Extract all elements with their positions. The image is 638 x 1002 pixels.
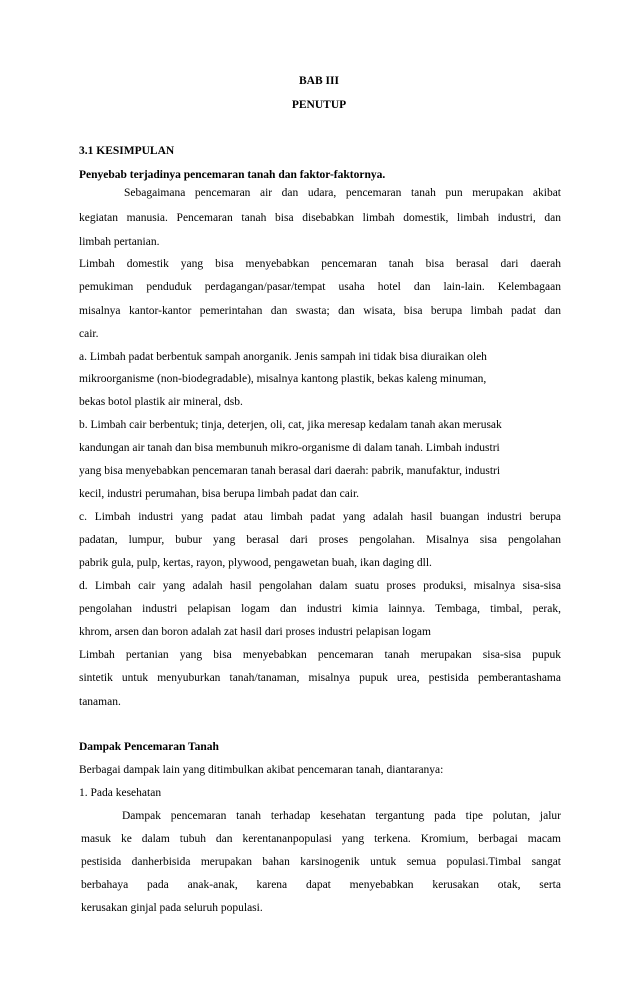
list-item-1: 1. Pada kesehatan bbox=[79, 787, 162, 799]
section-heading: 3.1 KESIMPULAN bbox=[79, 145, 175, 157]
paragraph-line: kecil, industri perumahan, bisa berupa limbah padat dan cair. bbox=[79, 488, 360, 500]
section-subheading: Penyebab terjadinya pencemaran tanah dan faktor-faktornya. bbox=[79, 169, 386, 181]
paragraph-line: yang bisa menyebabkan pencemaran tanah berasal dari daerah: pabrik, manufaktur, industri bbox=[79, 465, 501, 477]
list-item-d: d. Limbah cair yang adalah hasil pengolahan dalam suatu proses produksi, misalnya sisa-sisa bbox=[79, 580, 561, 592]
list-item-a: a. Limbah padat berbentuk sampah anorganik. Jenis sampah ini tidak bisa diuraikan oleh bbox=[79, 351, 487, 363]
paragraph-line: pengolahan industri pelapisan logam dan industri kimia lainnya. Tembaga, timbal, perak, bbox=[79, 603, 561, 615]
paragraph-line: kegiatan manusia. Pencemaran tanah bisa disebabkan limbah domestik, limbah industri, dan bbox=[79, 212, 561, 224]
list-item-c: c. Limbah industri yang padat atau limbah padat yang adalah hasil buangan industri berupa bbox=[79, 511, 561, 523]
list-item-b: b. Limbah cair berbentuk; tinja, deterjen, oli, cat, jika meresap kedalam tanah akan merusak bbox=[79, 419, 502, 431]
paragraph-line: pemukiman penduduk perdagangan/pasar/tempat usaha hotel dan lain-lain. Kelembagaan bbox=[79, 281, 561, 293]
paragraph-line: Dampak pencemaran tanah terhadap kesehatan tergantung pada tipe polutan, jalur bbox=[122, 810, 561, 822]
paragraph-line: kerusakan ginjal pada seluruh populasi. bbox=[81, 902, 263, 914]
paragraph-line: padatan, lumpur, bubur yang berasal dari proses pengolahan. Misalnya sisa pengolahan bbox=[79, 534, 561, 546]
paragraph-line: Limbah pertanian yang bisa menyebabkan pencemaran tanah merupakan sisa-sisa pupuk bbox=[79, 649, 561, 661]
paragraph-line: Berbagai dampak lain yang ditimbulkan akibat pencemaran tanah, diantaranya: bbox=[79, 764, 444, 776]
paragraph-line: sintetik untuk menyuburkan tanah/tanaman, misalnya pupuk urea, pestisida pemberantashama bbox=[79, 672, 561, 684]
paragraph-line: pestisida danherbisida merupakan bahan karsinogenik untuk semua populasi.Timbal sangat bbox=[81, 856, 561, 868]
paragraph-line: misalnya kantor-kantor pemerintahan dan swasta; dan wisata, bisa berupa limbah padat dan bbox=[79, 305, 561, 317]
chapter-number: BAB III bbox=[299, 75, 339, 87]
paragraph-line: bekas botol plastik air mineral, dsb. bbox=[79, 396, 243, 408]
paragraph-line: kandungan air tanah dan bisa membunuh mikro-organisme di dalam tanah. Limbah industri bbox=[79, 442, 500, 454]
paragraph-line: berbahaya pada anak-anak, karena dapat menyebabkan kerusakan otak, serta bbox=[81, 879, 561, 891]
paragraph-line: masuk ke dalam tubuh dan kerentananpopulasi yang terkena. Kromium, berbagai macam bbox=[81, 833, 561, 845]
paragraph-line: khrom, arsen dan boron adalah zat hasil dari proses industri pelapisan logam bbox=[79, 626, 431, 638]
paragraph-line: mikroorganisme (non-biodegradable), misalnya kantong plastik, bekas kaleng minuman, bbox=[79, 373, 487, 385]
paragraph-line: tanaman. bbox=[79, 696, 121, 708]
paragraph-line: pabrik gula, pulp, kertas, rayon, plywood, pengawetan buah, ikan daging dll. bbox=[79, 557, 432, 569]
paragraph-line: cair. bbox=[79, 328, 99, 340]
paragraph-line: Sebagaimana pencemaran air dan udara, pencemaran tanah pun merupakan akibat bbox=[124, 187, 561, 199]
paragraph-line: limbah pertanian. bbox=[79, 236, 160, 248]
paragraph-line: Limbah domestik yang bisa menyebabkan pencemaran tanah bisa berasal dari daerah bbox=[79, 258, 561, 270]
chapter-title: PENUTUP bbox=[291, 99, 347, 111]
impact-heading: Dampak Pencemaran Tanah bbox=[79, 741, 219, 753]
